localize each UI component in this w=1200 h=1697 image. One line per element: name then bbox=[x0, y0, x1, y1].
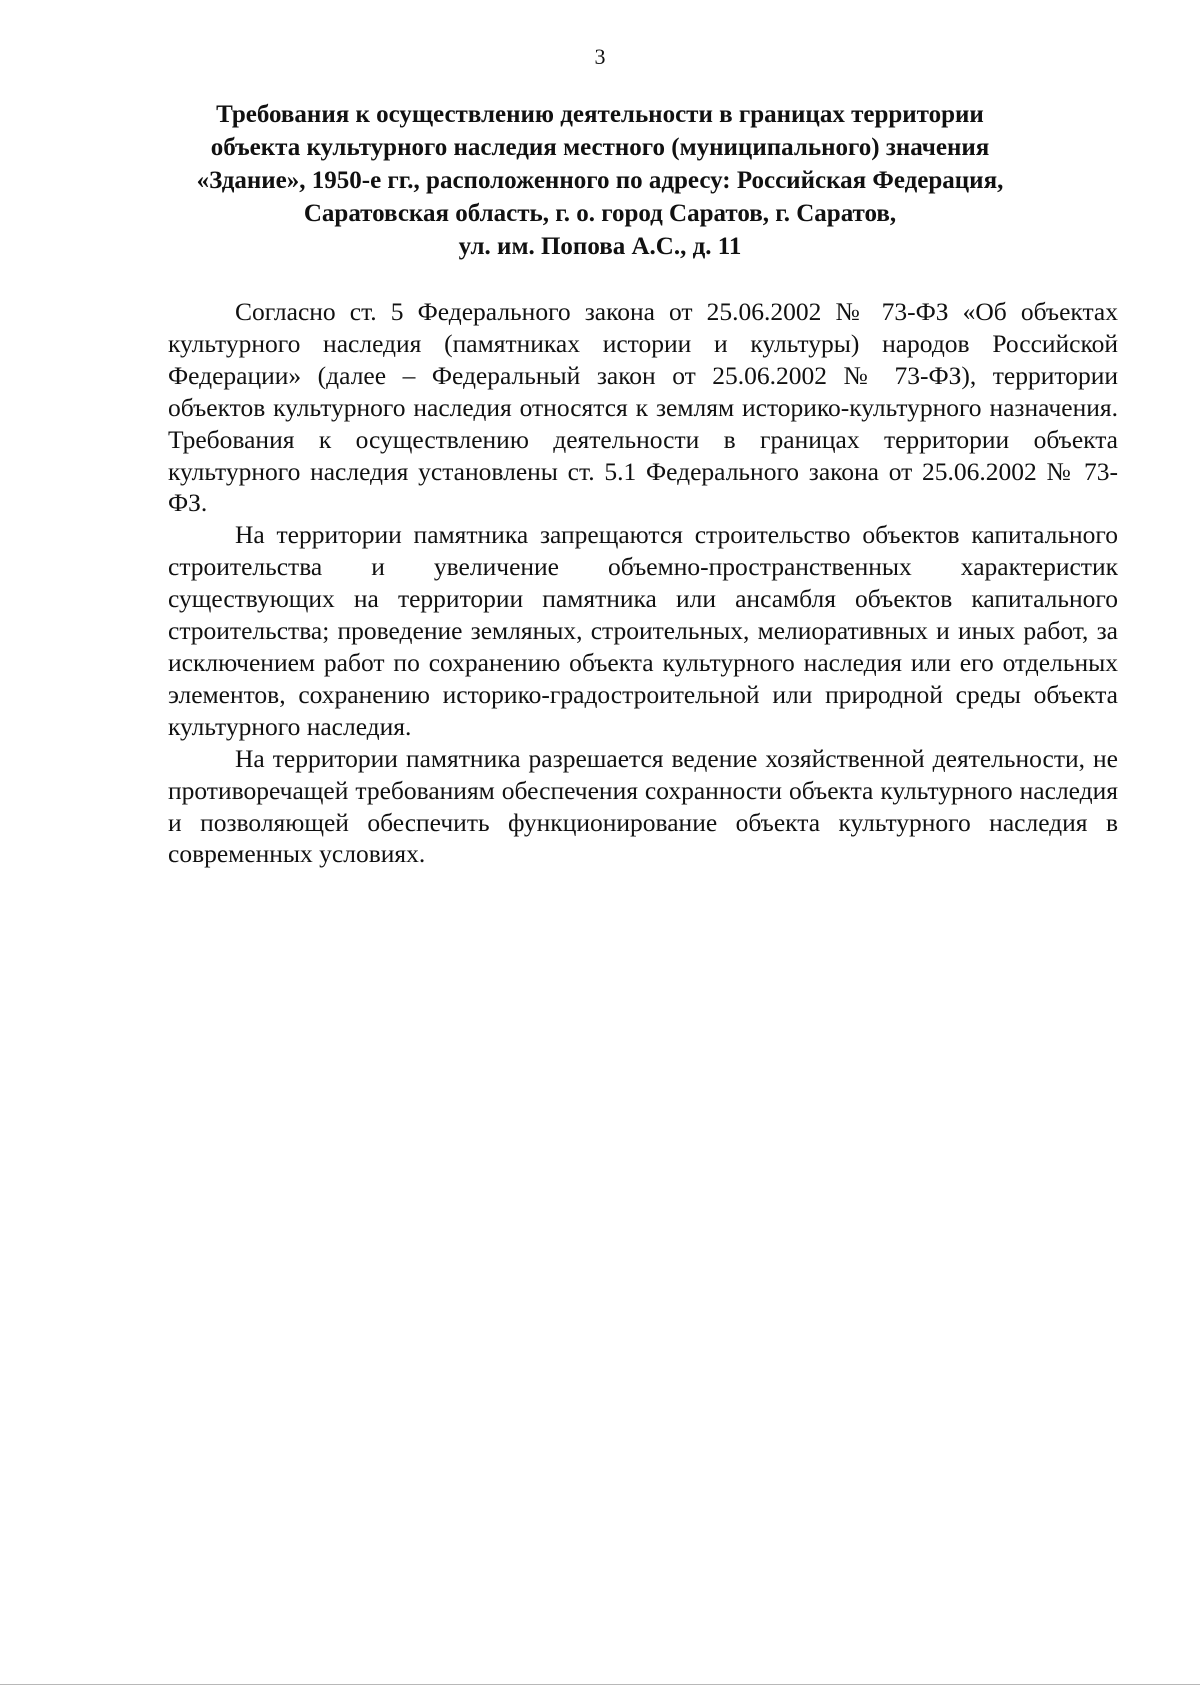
scan-edge-line bbox=[0, 1684, 1200, 1685]
document-title bbox=[150, 98, 1050, 263]
title-line: Требования к осуществлению деятельности в границах территории bbox=[216, 101, 984, 128]
document-body bbox=[168, 296, 1118, 870]
paragraph-permissions: На территории памятника разрешается ведение хозяйственной деятельности, не противоречащей требованиям обеспечения сохранности объекта культурного наследия и позволяющей обеспечить функционирование объекта культурного наследия в современных условиях. bbox=[168, 743, 1118, 869]
title-line: «Здание», 1950-е гг., расположенного по адресу: Российская Федерация, bbox=[196, 167, 1004, 194]
page-number: 3 bbox=[594, 44, 606, 69]
title-line: ул. им. Попова А.С., д. 11 bbox=[458, 233, 742, 260]
title-line: объекта культурного наследия местного (муниципального) значения bbox=[210, 134, 990, 161]
title-line: Саратовская область, г. о. город Саратов, г. Саратов, bbox=[303, 200, 897, 227]
paragraph-prohibitions: На территории памятника запрещаются строительство объектов капитального строительства и увеличение объемно-пространственных характеристик существующих на территории памятника или ансамбля объектов капитального строительства; проведение земляных, строительных, мелиоративных и иных работ, за исключением работ по сохранению объекта культурного наследия или его отдельных элементов, сохранению историко-градостроительной или природной среды объекта культурного наследия. bbox=[168, 520, 1118, 741]
paragraph-legal-basis: Согласно ст. 5 Федерального закона от 25.06.2002 № 73-ФЗ «Об объектах культурного наследия (памятниках истории и культуры) народов Российской Федерации» (далее – Федеральный закон от 25.06.2002 № 73-ФЗ), территории объектов культурного наследия относятся к землям историко-культурного назначения. Требования к осуществлению деятельности в границах территории объекта культурного наследия установлены ст. 5.1 Федерального закона от 25.06.2002 № 73-ФЗ. bbox=[168, 297, 1118, 518]
